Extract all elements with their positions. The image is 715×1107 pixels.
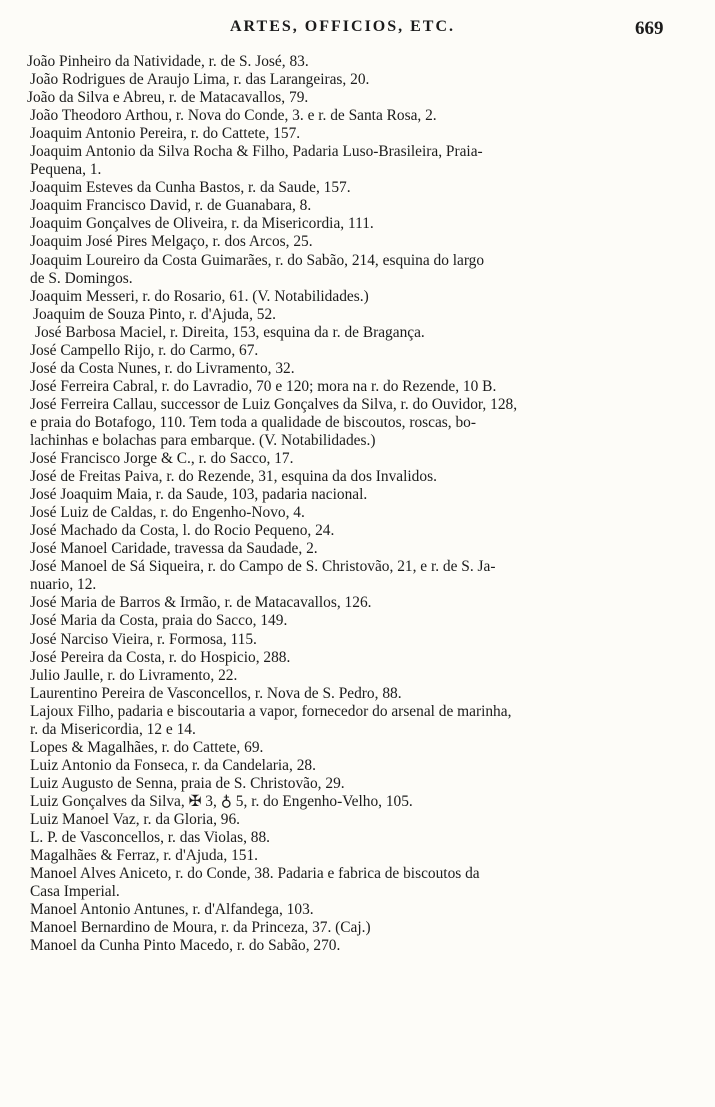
entry-line: Joaquim Messeri, r. do Rosario, 61. (V. Notabilidades.) [30, 287, 369, 305]
entry-line: Joaquim Gonçalves de Oliveira, r. da Misericordia, 111. [30, 215, 374, 233]
directory-entry [30, 252, 675, 288]
directory-entry [30, 215, 675, 233]
directory-entry [30, 360, 675, 378]
entry-line: José Luiz de Caldas, r. do Engenho-Novo, 4. [30, 504, 305, 522]
page-number: 669 [635, 18, 664, 39]
entry-continuation-line: Casa Imperial. [30, 883, 120, 901]
entry-line: Manoel Bernardino de Moura, r. da Princeza, 37. (Caj.) [30, 919, 371, 937]
directory-entry [27, 89, 675, 107]
entry-line: José Campello Rijo, r. do Carmo, 67. [30, 341, 259, 359]
entry-continuation-line: nuario, 12. [30, 576, 97, 594]
directory-entry [27, 53, 675, 71]
directory-entry [30, 288, 675, 306]
entry-line: Manoel da Cunha Pinto Macedo, r. do Sabão, 270. [30, 937, 341, 955]
directory-entry [30, 757, 675, 775]
entry-line: Manoel Alves Aniceto, r. do Conde, 38. Padaria e fabrica de biscoutos da [30, 865, 480, 883]
directory-entry [30, 685, 675, 703]
directory-entry [30, 540, 675, 558]
directory-entry [30, 649, 675, 667]
directory-entry [30, 667, 675, 685]
entry-line: Luiz Manoel Vaz, r. da Gloria, 96. [30, 810, 240, 828]
directory-entry [30, 71, 675, 89]
entry-line: José Manoel Caridade, travessa da Saudade, 2. [30, 540, 318, 558]
directory-entry [35, 324, 675, 342]
entry-continuation-line: e praia do Botafogo, 110. Tem toda a qualidade de biscoutos, roscas, bo- [30, 413, 476, 431]
entry-line: Joaquim Antonio Pereira, r. do Cattete, 157. [30, 125, 301, 143]
directory-entry [30, 233, 675, 251]
entry-line: José Machado da Costa, l. do Rocio Pequeno, 24. [30, 522, 335, 540]
entry-line: Lopes & Magalhães, r. do Cattete, 69. [30, 738, 264, 756]
section-title: ARTES, OFFICIOS, ETC. [230, 18, 456, 35]
directory-entry [30, 594, 675, 612]
entry-line: José da Costa Nunes, r. do Livramento, 32. [30, 359, 295, 377]
entry-line: L. P. de Vasconcellos, r. das Violas, 88. [30, 829, 271, 847]
directory-entry [30, 504, 675, 522]
directory-entry [30, 775, 675, 793]
entry-line: Joaquim de Souza Pinto, r. d'Ajuda, 52. [33, 305, 277, 323]
entry-line: Joaquim Esteves da Cunha Bastos, r. da Saude, 157. [30, 179, 351, 197]
entry-line: João Theodoro Arthou, r. Nova do Conde, 3. e r. de Santa Rosa, 2. [30, 107, 437, 125]
entry-line: José Francisco Jorge & C., r. do Sacco, 17. [30, 450, 294, 468]
running-head [0, 18, 715, 42]
directory-entry [30, 522, 675, 540]
directory-entry [30, 739, 675, 757]
entry-line: Lajoux Filho, padaria e biscoutaria a vapor, fornecedor do arsenal de marinha, [30, 702, 512, 720]
entry-line: Joaquim José Pires Melgaço, r. dos Arcos, 25. [30, 233, 313, 251]
directory-entry [30, 378, 675, 396]
directory-entry [30, 937, 675, 955]
entry-line: José de Freitas Paiva, r. do Rezende, 31, esquina da dos Invalidos. [30, 468, 437, 486]
directory-entry [30, 865, 675, 901]
entry-line: João Pinheiro da Natividade, r. de S. José, 83. [27, 53, 309, 70]
directory-entry [30, 197, 675, 215]
directory-entry [30, 829, 675, 847]
directory-entry [30, 919, 675, 937]
entry-line: Joaquim Antonio da Silva Rocha & Filho, Padaria Luso-Brasileira, Praia- [30, 143, 483, 161]
directory-entry [30, 558, 675, 594]
directory-entry [30, 703, 675, 739]
directory-entry [30, 396, 675, 450]
entry-continuation-line: de S. Domingos. [30, 269, 133, 287]
directory-entry [33, 306, 675, 324]
entry-line: José Narciso Vieira, r. Formosa, 115. [30, 630, 257, 648]
entry-line: Manoel Antonio Antunes, r. d'Alfandega, 103. [30, 901, 314, 919]
entry-line: Luiz Antonio da Fonseca, r. da Candelaria, 28. [30, 756, 316, 774]
directory-entry [30, 125, 675, 143]
directory-entry [30, 342, 675, 360]
entry-line: José Pereira da Costa, r. do Hospicio, 288. [30, 648, 291, 666]
entry-line: Joaquim Loureiro da Costa Guimarães, r. do Sabão, 214, esquina do largo [30, 251, 485, 269]
entry-continuation-line: r. da Misericordia, 12 e 14. [30, 720, 196, 738]
entry-line: José Maria da Costa, praia do Sacco, 149. [30, 612, 288, 630]
directory-entry [30, 450, 675, 468]
directory-entry [30, 486, 675, 504]
entry-line: José Maria de Barros & Irmão, r. de Matacavallos, 126. [30, 594, 372, 612]
directory-entry-list [27, 53, 675, 955]
entry-line: João da Silva e Abreu, r. de Matacavallos, 79. [27, 89, 309, 107]
directory-entry [30, 468, 675, 486]
directory-entry [30, 107, 675, 125]
entry-line: Luiz Augusto de Senna, praia de S. Christovão, 29. [30, 774, 345, 792]
entry-line: José Manoel de Sá Siqueira, r. do Campo de S. Christovão, 21, e r. de S. Ja- [30, 558, 496, 576]
entry-line: Luiz Gonçalves da Silva, ✠ 3, ♁ 5, r. do Engenho-Velho, 105. [30, 792, 413, 810]
directory-entry [30, 612, 675, 630]
entry-line: José Barbosa Maciel, r. Direita, 153, esquina da r. de Bragança. [35, 323, 425, 341]
directory-entry [30, 793, 675, 811]
entry-line: José Ferreira Cabral, r. do Lavradio, 70 e 120; mora na r. do Rezende, 10 B. [30, 377, 497, 395]
entry-continuation-line: Pequena, 1. [30, 161, 102, 179]
entry-line: Magalhães & Ferraz, r. d'Ajuda, 151. [30, 847, 259, 865]
directory-entry [30, 631, 675, 649]
directory-entry [30, 811, 675, 829]
entry-continuation-line: lachinhas e bolachas para embarque. (V. Notabilidades.) [30, 431, 376, 449]
entry-line: Laurentino Pereira de Vasconcellos, r. Nova de S. Pedro, 88. [30, 684, 402, 702]
directory-entry [30, 847, 675, 865]
directory-entry [30, 901, 675, 919]
entry-line: José Joaquim Maia, r. da Saude, 103, padaria nacional. [30, 486, 368, 504]
directory-entry [30, 179, 675, 197]
entry-line: Joaquim Francisco David, r. de Guanabara, 8. [30, 197, 312, 215]
directory-entry [30, 143, 675, 179]
entry-line: José Ferreira Callau, successor de Luiz Gonçalves da Silva, r. do Ouvidor, 128, [30, 395, 518, 413]
entry-line: Julio Jaulle, r. do Livramento, 22. [30, 666, 238, 684]
entry-line: João Rodrigues de Araujo Lima, r. das Larangeiras, 20. [30, 71, 370, 89]
